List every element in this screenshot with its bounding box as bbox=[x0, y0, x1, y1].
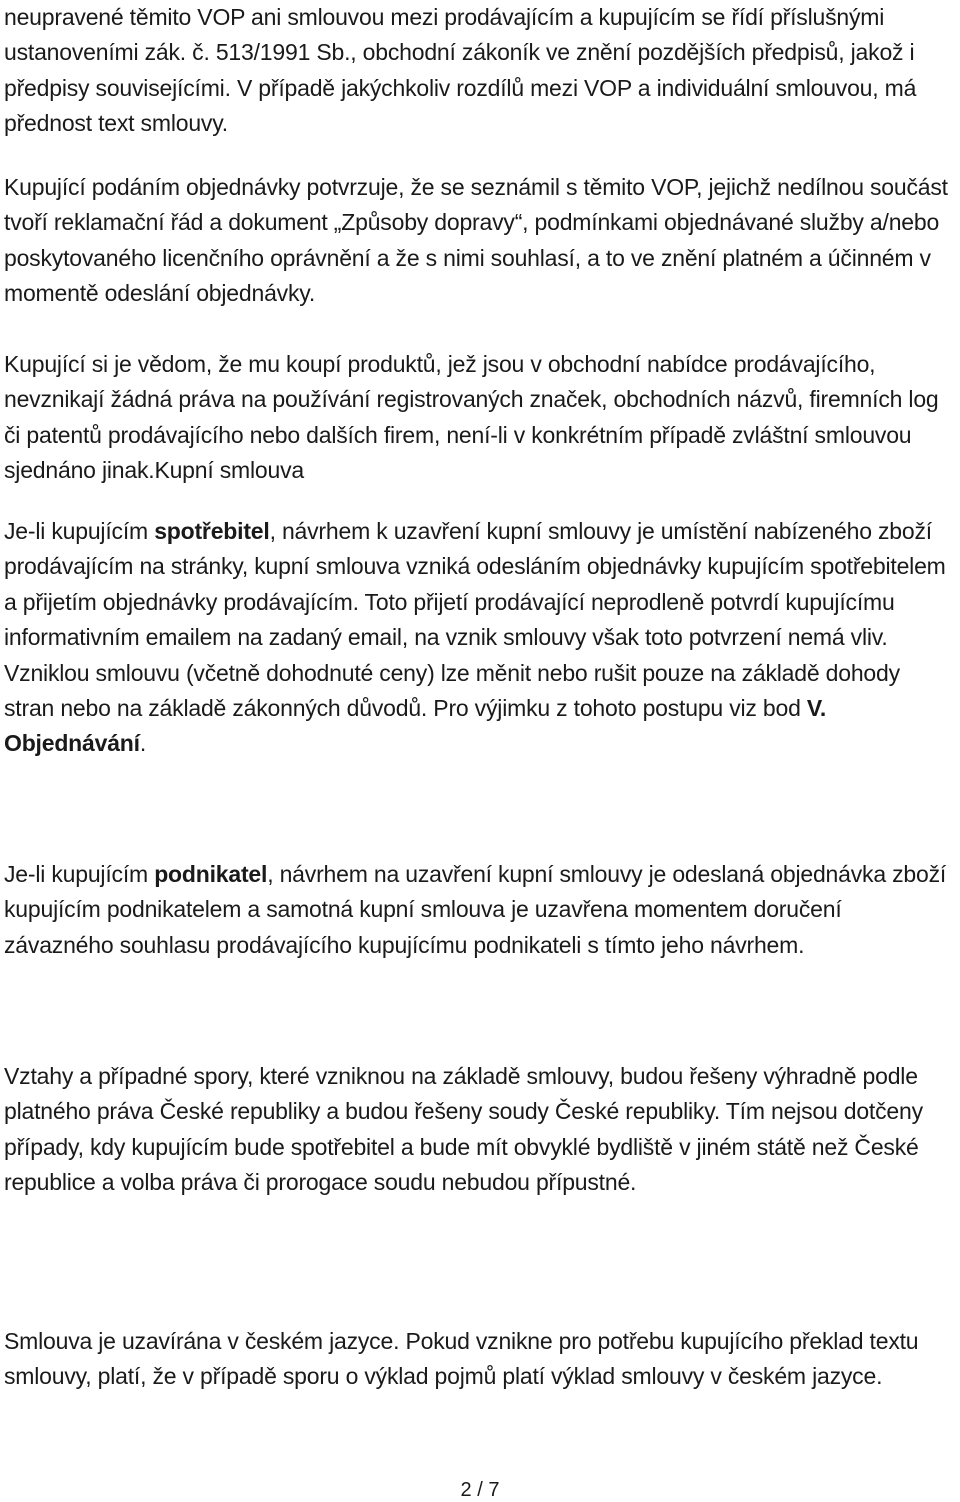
section-reference: V. Objednávání bbox=[4, 695, 827, 757]
paragraph-governing-law: Vztahy a případné spory, které vzniknou na základě smlouvy, budou řešeny výhradně podle platného práva České republiky a budou řešeny soudy České republiky. Tím nejsou dotčeny případy, kdy kupujícím bude spotřebitel a bude mít obvyklé bydliště v jiném státě než České republice a volba práva či prorogace soudu nebudou přípustné. bbox=[4, 1063, 923, 1196]
text-segment: . bbox=[139, 730, 147, 757]
text-segment: , návrhem na uzavření kupní smlouvy je odeslaná objednávka zboží kupujícím podnikatelem a samotná kupní smlouva je uzavřena momentem doručení závazného souhlasu prodávajícího kupujícímu podnikateli s tímto jeho návrhem. bbox=[4, 861, 947, 958]
text-segment: Je-li kupujícím bbox=[4, 518, 155, 544]
term-consumer: spotřebitel bbox=[154, 518, 270, 544]
paragraph-business-contract bbox=[4, 857, 956, 963]
paragraph-order-confirmation: Kupující podáním objednávky potvrzuje, že se seznámil s těmito VOP, jejichž nedílnou součást tvoří reklamační řád a dokument „Způsoby dopravy“, podmínkami objednávané služby a/nebo poskytovaného licenčního oprávnění a že s nimi souhlasí, a to ve znění platném a účinném v momentě odeslání objednávky. bbox=[4, 174, 948, 307]
paragraph-consumer-contract bbox=[4, 514, 956, 762]
paragraph-trademark-rights: Kupující si je vědom, že mu koupí produktů, jež jsou v obchodní nabídce prodávajícího, nevznikají žádná práva na používání registrovaných značek, obchodních názvů, firemních log či patentů prodávajícího nebo dalších firem, není-li v konkrétním případě zvláštní smlouvou sjednáno jinak.Kupní smlouva bbox=[4, 351, 939, 484]
term-business: podnikatel bbox=[154, 861, 268, 887]
paragraph-contract-language: Smlouva je uzavírána v českém jazyce. Pokud vznikne pro potřebu kupujícího překlad textu smlouvy, platí, že v případě sporu o výklad pojmů platí výklad smlouvy v českém jazyce. bbox=[4, 1328, 919, 1390]
text-segment: , návrhem k uzavření kupní smlouvy je umístění nabízeného zboží prodávajícím na stránky, kupní smlouva vzniká odesláním objednávky kupujícím spotřebitelem a přijetím objednávky prodávajícím. Toto přijetí prodávající neprodleně potvrdí kupujícímu informativním emailem na zadaný email, na vznik smlouvy však toto potvrzení nemá vliv. Vzniklou smlouvu (včetně dohodnuté ceny) lze měnit nebo rušit pouze na základě dohody stran nebo na základě zákonných důvodů. Pro výjimku z tohoto postupu viz bod bbox=[4, 518, 946, 722]
page-number: 2 / 7 bbox=[460, 1479, 500, 1501]
paragraph-vop-applicability: neupravené těmito VOP ani smlouvou mezi prodávajícím a kupujícím se řídí příslušnými ustanoveními zák. č. 513/1991 Sb., obchodní zákoník ve znění pozdějších předpisů, jakož i předpisy souvisejícími. V případě jakýchkoliv rozdílů mezi VOP a individuální smlouvou, má přednost text smlouvy. bbox=[4, 4, 917, 137]
text-segment: Je-li kupujícím bbox=[4, 861, 155, 887]
